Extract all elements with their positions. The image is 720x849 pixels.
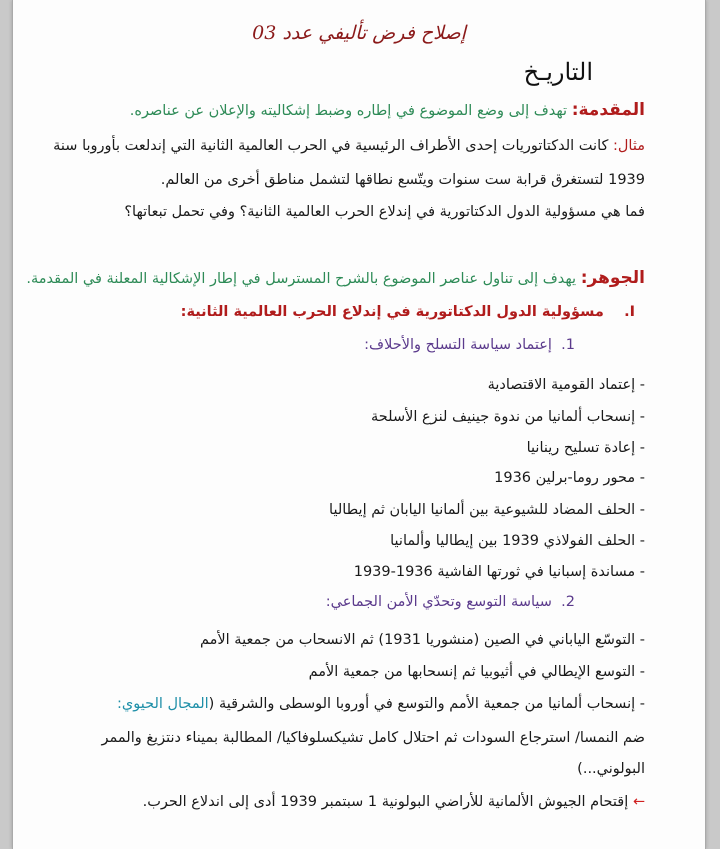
list-item: - إعادة تسليح رينانيا [526, 440, 645, 456]
list-item-continuation: ضم النمسا/ استرجاع السودات ثم احتلال كامل تشيكسلوفاكيا/ المطالبة بميناء دنتزيغ والممر [101, 730, 645, 746]
section-1-title: مسؤولية الدول الدكتاتورية في إندلاع الحرب العالمية الثانية: [180, 304, 604, 320]
subsection-1-title: إعتماد سياسة التسلح والأحلاف: [364, 337, 552, 353]
example-label: مثال: [613, 138, 645, 154]
body-line [26, 268, 645, 289]
intro-label: المقدمة: [571, 100, 645, 120]
intro-text: تهدف إلى وضع الموضوع في إطاره وضبط إشكاليته والإعلان عن عناصره. [129, 103, 568, 119]
list-item: - التوسع الإيطالي في أثيوبيا ثم إنسحابها من جمعية الأمم [308, 664, 645, 680]
section-1-heading [181, 302, 635, 322]
vital-space-highlight: المجال الحيوي: [117, 696, 209, 712]
intro-line [130, 100, 645, 121]
document-page [12, 0, 706, 849]
list-item [117, 694, 645, 714]
subsection-1-number: 1. [561, 337, 575, 353]
list-item-continuation: البولوني...) [577, 761, 645, 777]
example-line-2: 1939 لتستغرق قرابة ست سنوات ويتّسع نطاقها لتشمل مناطق أخرى من العالم. [160, 172, 645, 188]
example-text: كانت الدكتاتوريات إحدى الأطراف الرئيسية في الحرب العالمية الثانية التي إندلعت بأوروبا سنة [53, 138, 609, 154]
list-item: - الحلف الفولاذي 1939 بين إيطاليا وألمانيا [390, 533, 645, 549]
conclusion-text: إقتحام الجيوش الألمانية للأراضي البولونية 1 سبتمبر 1939 أدى إلى اندلاع الحرب. [142, 794, 629, 810]
list-item: - مساندة إسبانيا في ثورتها الفاشية 1936-1939 [353, 564, 645, 580]
subsection-2-title: سياسة التوسع وتحدّي الأمن الجماعي: [325, 594, 552, 610]
arrow-left-icon: ← [632, 794, 645, 810]
section-1-number: I. [624, 304, 635, 320]
subsection-2-number: 2. [561, 594, 575, 610]
list-item: - محور روما-برلين 1936 [494, 470, 645, 486]
example-line-1 [53, 136, 645, 156]
list-item: - إنسحاب ألمانيا من ندوة جينيف لنزع الأسلحة [371, 409, 645, 425]
conclusion-line [143, 792, 645, 812]
subsection-1-heading [364, 335, 575, 355]
body-label: الجوهر: [580, 268, 645, 288]
subject-heading: التاريـخ [523, 58, 593, 86]
list-item-text: - إنسحاب ألمانيا من جمعية الأمم والتوسع في أوروبا الوسطى والشرقية ( [208, 696, 645, 712]
list-item: - التوسّع الياباني في الصين (منشوريا 1931) ثم الانسحاب من جمعية الأمم [199, 632, 645, 648]
list-item: - إعتماد القومية الاقتصادية [487, 377, 645, 393]
document-title: إصلاح فرض تأليفي عدد 03 [252, 22, 466, 44]
body-text: يهدف إلى تناول عناصر الموضوع بالشرح المسترسل في إطار الإشكالية المعلنة في المقدمة. [26, 271, 577, 287]
list-item: - الحلف المضاد للشيوعية بين ألمانيا اليابان ثم إيطاليا [329, 502, 645, 518]
subsection-2-heading [326, 592, 575, 612]
problem-question: فما هي مسؤولية الدول الدكتاتورية في إندلاع الحرب العالمية الثانية؟ وفي تحمل تبعاتها؟ [124, 204, 645, 220]
